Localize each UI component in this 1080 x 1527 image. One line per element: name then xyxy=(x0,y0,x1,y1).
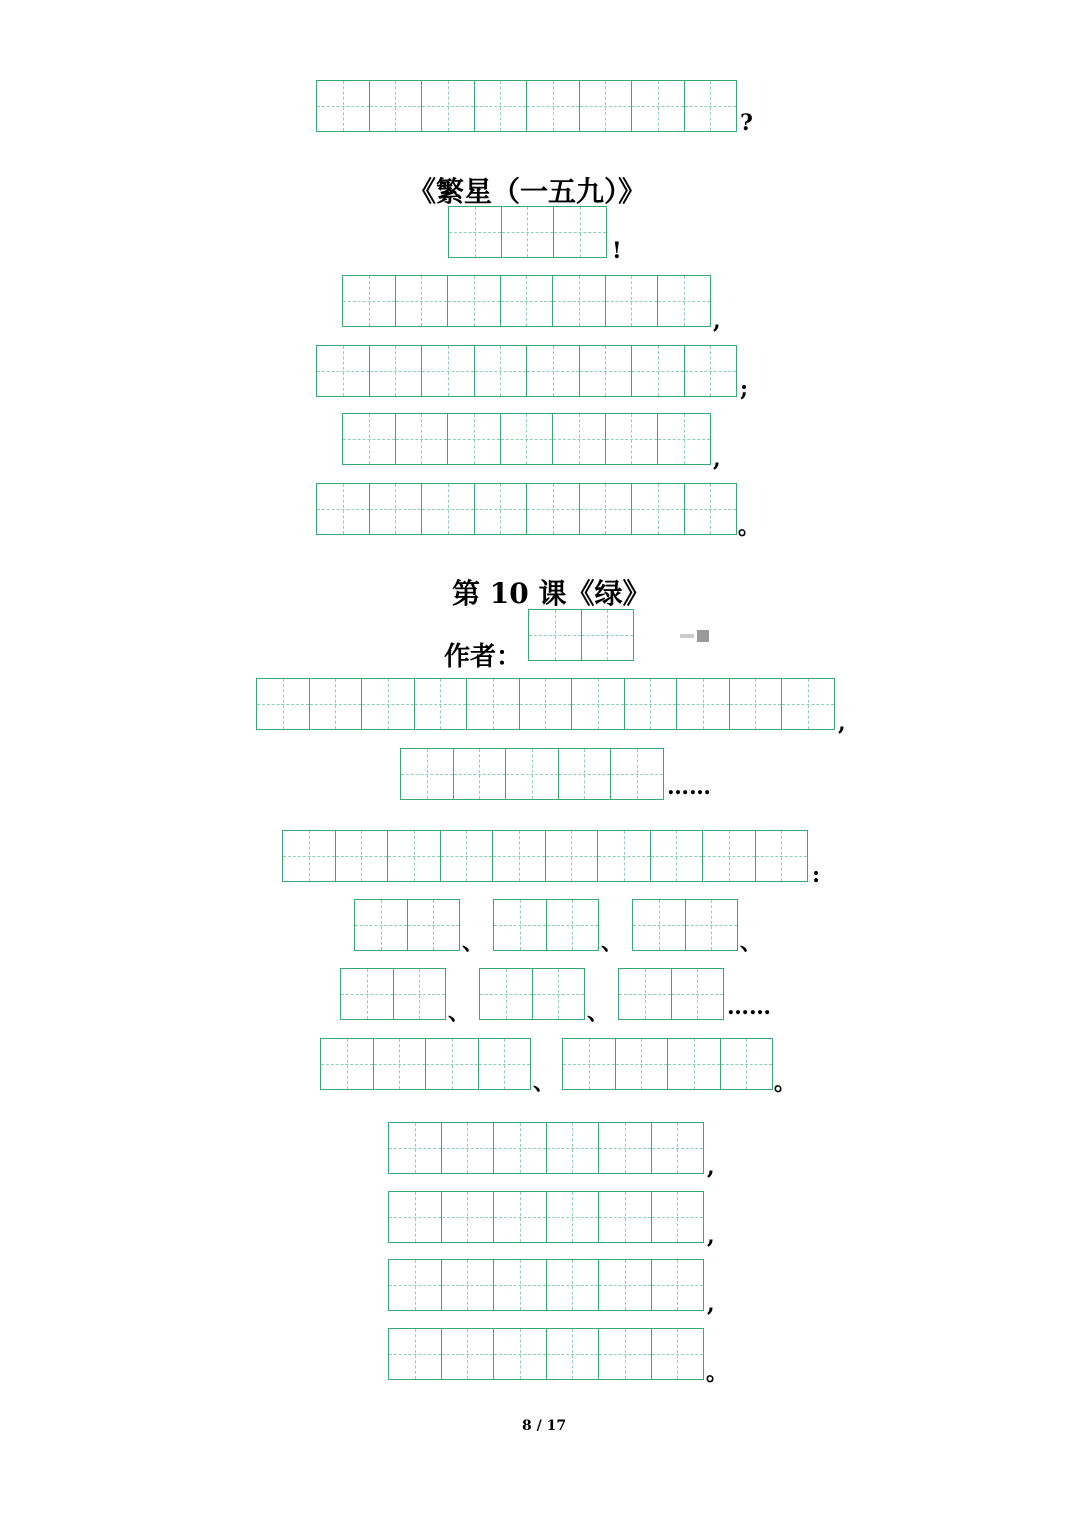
answer-grid-short[interactable] xyxy=(479,968,585,1020)
writing-cell[interactable] xyxy=(616,1038,669,1090)
end-punctuation: ? xyxy=(740,110,753,136)
separator-punctuation: 、 xyxy=(533,1070,556,1096)
writing-cell[interactable] xyxy=(559,748,612,800)
writing-cell[interactable] xyxy=(310,678,363,730)
answer-grid-short[interactable] xyxy=(618,968,724,1020)
writing-cell[interactable] xyxy=(422,80,475,132)
writing-cell[interactable] xyxy=(599,1328,652,1380)
writing-cell[interactable] xyxy=(685,345,738,397)
writing-cell[interactable] xyxy=(652,1191,705,1243)
writing-cell[interactable] xyxy=(317,483,370,535)
writing-cell[interactable] xyxy=(547,1328,600,1380)
separator-punctuation: 、 xyxy=(601,930,624,956)
end-punctuation: …… xyxy=(667,774,711,800)
writing-cell[interactable] xyxy=(442,1259,495,1311)
writing-cell[interactable] xyxy=(527,345,580,397)
writing-cell[interactable] xyxy=(467,678,520,730)
answer-grid-row[interactable] xyxy=(388,1191,704,1243)
writing-cell[interactable] xyxy=(547,899,600,951)
writing-cell[interactable] xyxy=(668,1038,721,1090)
writing-cell[interactable] xyxy=(494,1328,547,1380)
writing-cell[interactable] xyxy=(721,1038,774,1090)
writing-cell[interactable] xyxy=(685,80,738,132)
writing-cell[interactable] xyxy=(672,968,725,1020)
writing-cell[interactable] xyxy=(547,1122,600,1174)
writing-cell[interactable] xyxy=(686,899,739,951)
end-punctuation: , xyxy=(707,1223,715,1249)
writing-cell[interactable] xyxy=(554,206,607,258)
writing-cell[interactable] xyxy=(506,748,559,800)
writing-cell[interactable] xyxy=(730,678,783,730)
writing-cell[interactable] xyxy=(374,1038,427,1090)
writing-cell[interactable] xyxy=(415,678,468,730)
writing-cell[interactable] xyxy=(362,678,415,730)
answer-grid-row[interactable] xyxy=(448,206,607,258)
writing-cell[interactable] xyxy=(341,968,394,1020)
writing-cell[interactable] xyxy=(494,1259,547,1311)
answer-grid-row[interactable] xyxy=(316,345,737,397)
writing-cell[interactable] xyxy=(475,345,528,397)
writing-cell[interactable] xyxy=(533,968,586,1020)
answer-grid-short[interactable] xyxy=(354,899,460,951)
writing-cell[interactable] xyxy=(658,413,711,465)
writing-cell[interactable] xyxy=(389,1328,442,1380)
writing-cell[interactable] xyxy=(553,413,606,465)
writing-cell[interactable] xyxy=(652,1259,705,1311)
writing-cell[interactable] xyxy=(598,830,651,882)
poem-title: 《繁星（一五九）》 xyxy=(408,175,647,208)
answer-grid-row[interactable] xyxy=(562,1038,773,1090)
writing-cell[interactable] xyxy=(317,345,370,397)
end-punctuation: , xyxy=(707,1154,715,1180)
author-answer-grid[interactable] xyxy=(528,609,634,661)
writing-cell[interactable] xyxy=(599,1122,652,1174)
writing-cell[interactable] xyxy=(422,483,475,535)
writing-cell[interactable] xyxy=(321,1038,374,1090)
writing-cell[interactable] xyxy=(449,206,502,258)
writing-cell[interactable] xyxy=(651,830,704,882)
writing-cell[interactable] xyxy=(652,1328,705,1380)
writing-cell[interactable] xyxy=(441,830,494,882)
writing-cell[interactable] xyxy=(658,275,711,327)
writing-cell[interactable] xyxy=(580,483,633,535)
writing-cell[interactable] xyxy=(475,80,528,132)
answer-grid-row[interactable] xyxy=(388,1122,704,1174)
writing-cell[interactable] xyxy=(529,609,582,661)
lesson-title: 第 10 课《绿》 xyxy=(452,577,651,610)
writing-cell[interactable] xyxy=(563,1038,616,1090)
end-punctuation: ; xyxy=(740,376,749,402)
answer-grid-row[interactable] xyxy=(342,413,711,465)
writing-cell[interactable] xyxy=(389,1191,442,1243)
writing-cell[interactable] xyxy=(370,80,423,132)
author-label: 作者： xyxy=(444,642,523,672)
end-punctuation: : xyxy=(812,862,821,888)
end-punctuation: 。 xyxy=(706,1360,729,1386)
end-punctuation: ! xyxy=(612,238,622,264)
writing-cell[interactable] xyxy=(547,1191,600,1243)
writing-cell[interactable] xyxy=(426,1038,479,1090)
writing-cell[interactable] xyxy=(520,678,573,730)
writing-cell[interactable] xyxy=(479,1038,532,1090)
end-punctuation: , xyxy=(838,710,846,736)
writing-cell[interactable] xyxy=(480,968,533,1020)
writing-cell[interactable] xyxy=(527,483,580,535)
writing-cell[interactable] xyxy=(394,968,447,1020)
writing-cell[interactable] xyxy=(782,678,835,730)
writing-cell[interactable] xyxy=(336,830,389,882)
answer-grid-row[interactable] xyxy=(316,483,737,535)
answer-grid-short[interactable] xyxy=(340,968,446,1020)
end-punctuation: , xyxy=(713,308,721,334)
writing-cell[interactable] xyxy=(527,80,580,132)
writing-cell[interactable] xyxy=(454,748,507,800)
writing-cell[interactable] xyxy=(611,748,664,800)
writing-cell[interactable] xyxy=(580,80,633,132)
writing-cell[interactable] xyxy=(448,413,501,465)
writing-cell[interactable] xyxy=(606,413,659,465)
answer-grid-short[interactable] xyxy=(632,899,738,951)
writing-cell[interactable] xyxy=(317,80,370,132)
page-number: 8 / 17 xyxy=(522,1418,567,1434)
answer-grid-row[interactable] xyxy=(320,1038,531,1090)
writing-cell[interactable] xyxy=(502,206,555,258)
answer-grid-row[interactable] xyxy=(342,275,711,327)
answer-grid-row[interactable] xyxy=(282,830,808,882)
separator-punctuation: 、 xyxy=(462,930,485,956)
end-punctuation: , xyxy=(713,446,721,472)
writing-cell[interactable] xyxy=(599,1191,652,1243)
writing-cell[interactable] xyxy=(389,1122,442,1174)
writing-cell[interactable] xyxy=(546,830,599,882)
answer-grid-row[interactable] xyxy=(256,678,835,730)
end-punctuation: 。 xyxy=(738,514,761,540)
writing-cell[interactable] xyxy=(501,275,554,327)
writing-cell[interactable] xyxy=(343,413,396,465)
writing-cell[interactable] xyxy=(493,830,546,882)
writing-cell[interactable] xyxy=(401,748,454,800)
writing-cell[interactable] xyxy=(606,275,659,327)
answer-grid-row[interactable] xyxy=(316,80,737,132)
writing-cell[interactable] xyxy=(389,1259,442,1311)
writing-cell[interactable] xyxy=(652,1122,705,1174)
writing-cell[interactable] xyxy=(422,345,475,397)
writing-cell[interactable] xyxy=(396,413,449,465)
answer-grid-row[interactable] xyxy=(388,1328,704,1380)
writing-cell[interactable] xyxy=(553,275,606,327)
writing-cell[interactable] xyxy=(475,483,528,535)
qr-caption xyxy=(680,634,694,638)
writing-cell[interactable] xyxy=(448,275,501,327)
writing-cell[interactable] xyxy=(370,483,423,535)
writing-cell[interactable] xyxy=(408,899,461,951)
writing-cell[interactable] xyxy=(442,1328,495,1380)
writing-cell[interactable] xyxy=(703,830,756,882)
answer-grid-row[interactable] xyxy=(388,1259,704,1311)
writing-cell[interactable] xyxy=(283,830,336,882)
writing-cell[interactable] xyxy=(599,1259,652,1311)
writing-cell[interactable] xyxy=(756,830,809,882)
writing-cell[interactable] xyxy=(501,413,554,465)
writing-cell[interactable] xyxy=(619,968,672,1020)
writing-cell[interactable] xyxy=(343,275,396,327)
end-punctuation: 。 xyxy=(774,1070,797,1096)
writing-cell[interactable] xyxy=(572,678,625,730)
end-punctuation: , xyxy=(707,1291,715,1317)
writing-cell[interactable] xyxy=(442,1122,495,1174)
writing-cell[interactable] xyxy=(494,1191,547,1243)
writing-cell[interactable] xyxy=(547,1259,600,1311)
writing-cell[interactable] xyxy=(396,275,449,327)
writing-cell[interactable] xyxy=(355,899,408,951)
answer-grid-row[interactable] xyxy=(400,748,664,800)
writing-cell[interactable] xyxy=(632,80,685,132)
writing-cell[interactable] xyxy=(580,345,633,397)
writing-cell[interactable] xyxy=(494,899,547,951)
separator-punctuation: 、 xyxy=(587,1000,610,1026)
end-punctuation: …… xyxy=(727,994,771,1020)
writing-cell[interactable] xyxy=(388,830,441,882)
answer-grid-short[interactable] xyxy=(493,899,599,951)
writing-cell[interactable] xyxy=(257,678,310,730)
separator-punctuation: 、 xyxy=(448,1000,471,1026)
writing-cell[interactable] xyxy=(677,678,730,730)
qr-code-icon xyxy=(697,630,709,642)
writing-cell[interactable] xyxy=(442,1191,495,1243)
writing-cell[interactable] xyxy=(633,899,686,951)
separator-punctuation: 、 xyxy=(740,930,763,956)
writing-cell[interactable] xyxy=(370,345,423,397)
writing-cell[interactable] xyxy=(632,483,685,535)
writing-cell[interactable] xyxy=(625,678,678,730)
writing-cell[interactable] xyxy=(494,1122,547,1174)
writing-cell[interactable] xyxy=(582,609,635,661)
writing-cell[interactable] xyxy=(685,483,738,535)
writing-cell[interactable] xyxy=(632,345,685,397)
